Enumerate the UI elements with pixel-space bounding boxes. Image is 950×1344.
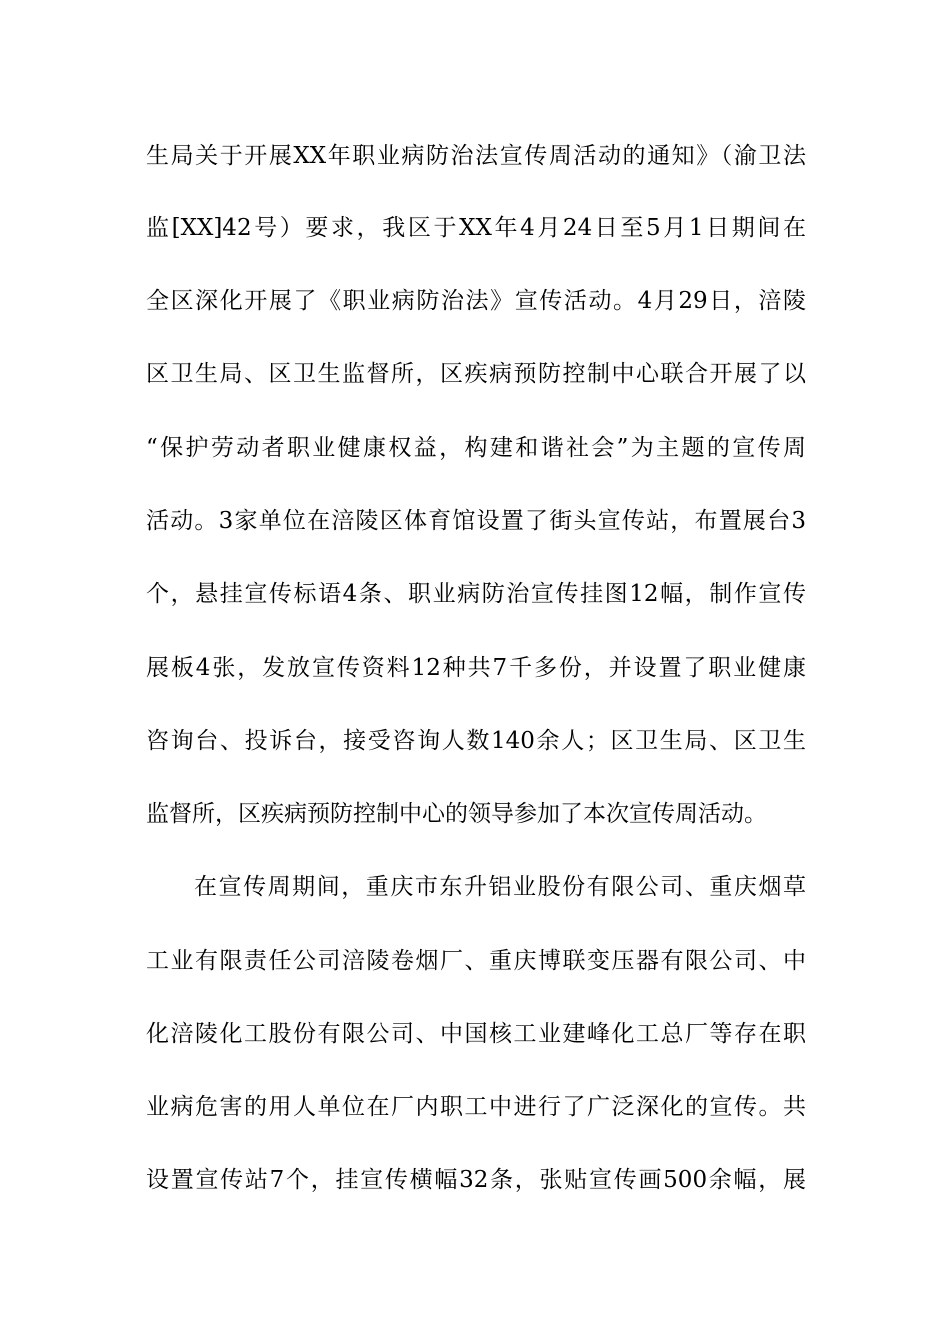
paragraph-first-line: 在宣传周期间，重庆市东升铝业股份有限公司、重庆烟草 [194, 874, 806, 900]
text-line: 业病危害的用人单位在厂内职工中进行了广泛深化的宣传。共 [146, 1094, 806, 1120]
text-line: 工业有限责任公司涪陵卷烟厂、重庆博联变压器有限公司、中 [146, 948, 806, 974]
text-line: 监[XX]42号）要求，我区于XX年4月24日至5月1日期间在 [146, 215, 806, 241]
text-line: “保护劳动者职业健康权益，构建和谐社会”为主题的宣传周 [146, 435, 806, 461]
text-line: 展板4张，发放宣传资料12种共7千多份，并设置了职业健康 [146, 655, 806, 681]
text-line: 化涪陵化工股份有限公司、中国核工业建峰化工总厂等存在职 [146, 1021, 806, 1047]
text-line: 区卫生局、区卫生监督所，区疾病预防控制中心联合开展了以 [146, 361, 806, 387]
text-line: 活动。3家单位在涪陵区体育馆设置了街头宣传站，布置展台3 [146, 508, 806, 534]
text-line: 个，悬挂宣传标语4条、职业病防治宣传挂图12幅，制作宣传 [146, 581, 806, 607]
text-line: 设置宣传站7个，挂宣传横幅32条，张贴宣传画500余幅，展 [146, 1167, 806, 1193]
text-line: 咨询台、投诉台，接受咨询人数140余人；区卫生局、区卫生 [146, 728, 806, 754]
text-line: 生局关于开展XX年职业病防治法宣传周活动的通知》（渝卫法 [146, 143, 806, 169]
text-line: 监督所，区疾病预防控制中心的领导参加了本次宣传周活动。 [146, 801, 767, 827]
text-line: 全区深化开展了《职业病防治法》宣传活动。4月29日，涪陵 [146, 288, 806, 314]
